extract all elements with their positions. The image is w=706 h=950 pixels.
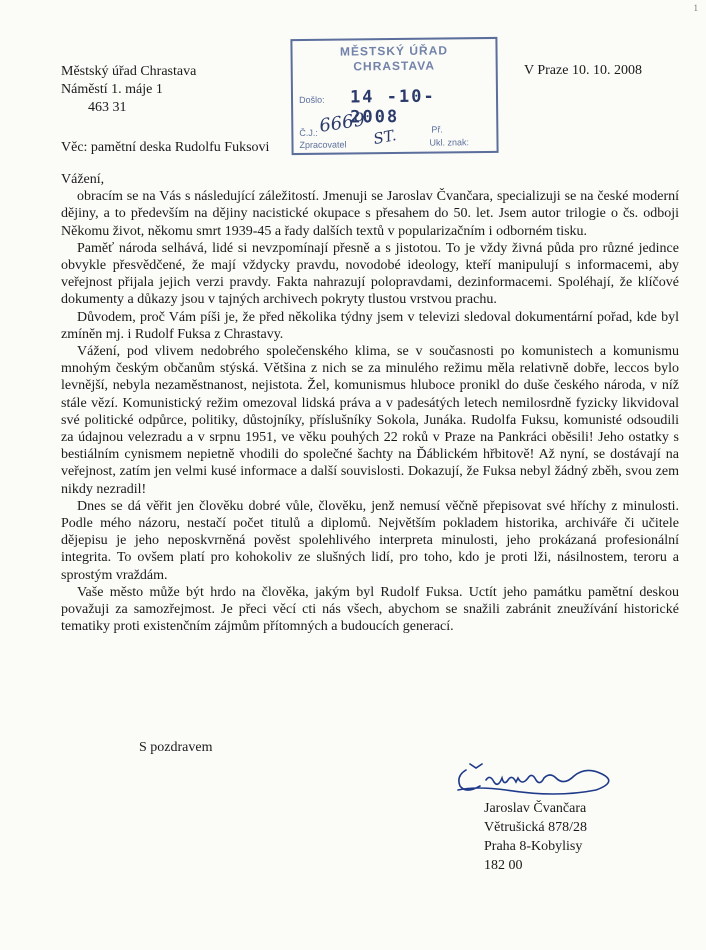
- body-paragraph: Paměť národa selhává, lidé si nevzpomínají přesně a s jistotou. To je vždy živná půda pro různé jedince obvykle přesvědčené, že mají vždycky pravdu, novodobé ideology, kteří manipulují s informacemi, aby veřejnost přijala jejich verzi pravdy. Fakta nahrazují polopravdami, dezinformacemi. Spoléhají, že klíčové dokumenty a důkazy jsou v tajných archivech pokryty tlustou vrstvou prachu.: [61, 240, 679, 308]
- body-paragraph: Vážení, pod vlivem nedobrého společenského klima, se v současnosti po komunistech a komunismu mnohým českým občanům stýská. Většina z nich se za minulého režimu měla relativně dobře, leccos bylo levnější, nebyla nezaměstnanost, nejistota. Žel, komunismus hluboce pronikl do duše českého národa, v níž stále vězí. Komunistický režim omezoval lidská práva a v padesátých letech nemilosrdně fyzicky likvidoval své politické odpůrce, politiky, důstojníky, příslušníky Sokola, Junáka. Rudolfa Fuksu, komunisté odsoudili za údajnou velezradu a v srpnu 1951, ve věku pouhých 22 roků v Praze na Pankráci oběsili! Jeho ostatky s bestiálním cynismem nepietně vhodili do společné šachty na Ďáblickém hřbitově! Až nyní, se dostávají na veřejnost, zatím jen velmi kusé informace a další souvislosti. Dokazují, že Fuksa nebyl žádný zběh, svou zem nikdy nezradil!: [61, 344, 679, 497]
- stamp-processor-value: ST.: [371, 126, 398, 149]
- registry-stamp: [290, 37, 498, 155]
- letter-body: [61, 171, 679, 635]
- stamp-cj-value: 6669: [317, 109, 367, 137]
- sender-zip: 182 00: [484, 858, 523, 873]
- body-paragraph: obracím se na Vás s následující záležitostí. Jmenuji se Jaroslav Čvančara, specializuji se na české moderní dějiny, a to především na dějiny nacistické okupace s přesahem do 50. let. Jsem autor trilogie o čs. odboji Někomu život, někomu smrt 1939-45 a řady dalších textů v popularizačním i odborném tisku.: [61, 189, 679, 239]
- stamp-processor-label: Zpracovatel: [299, 139, 347, 150]
- body-paragraph: Důvodem, proč Vám píši je, že před několika týdny jsem v televizi sledoval dokumentární pořad, kde byl zmíněn mj. i Rudolf Fuksa z Chrastavy.: [61, 309, 679, 342]
- stamp-received-date: 14 -10- 2008: [349, 86, 436, 128]
- sender-street: Větrušická 878/28: [484, 820, 588, 835]
- stamp-title: MĚSTSKÝ ÚŘAD: [339, 43, 449, 59]
- recipient-address: [61, 63, 196, 117]
- stamp-cj-label: Č.J.:: [299, 127, 318, 138]
- stamp-ukl-label: Ukl. znak:: [429, 137, 470, 148]
- body-paragraph: Vaše město může být hrdo na člověka, jakým byl Rudolf Fuksa. Uctít jeho památku pamětní deskou považuji za samozřejmost. Je přeci věcí cti nás všech, abychom se snažili zabránit zneužívání historické tematiky proti existenčním zájmům přítomných a budoucích generací.: [61, 584, 679, 635]
- stamp-received-label: Došlo:: [298, 94, 325, 105]
- stamp-subtitle: CHRASTAVA: [353, 58, 436, 74]
- recipient-line-2: Náměstí 1. máje 1: [61, 82, 163, 97]
- greeting: Vážení,: [61, 172, 105, 187]
- stamp-pr-label: Př.: [431, 124, 443, 135]
- sender-name: Jaroslav Čvančara: [484, 801, 587, 816]
- body-paragraph: Dnes se dá věřit jen člověku dobré vůle, člověku, jenž nemusí věčně přepisovat své hříchy z minulosti. Podle mého názoru, nestačí počet titulů a diplomů. Největším pokladem historika, archiváře či učitele dějepisu je jeho neposkvrněná pověst spolehlivého interpreta minulosti, jeho prokázaná profesionální integrita. To ovšem platí pro kohokoliv ze slušných lidí, pro toho, kdo je proti lži, násilnostem, teroru a sprostým vraždám.: [61, 498, 679, 583]
- sender-city: Praha 8-Kobylisy: [484, 839, 583, 854]
- closing: S pozdravem: [139, 740, 213, 755]
- recipient-line-3: 463 31: [88, 100, 127, 115]
- date-line: V Praze 10. 10. 2008: [524, 63, 642, 78]
- page-number: 1: [693, 3, 698, 13]
- subject-line: Věc: pamětní deska Rudolfu Fuksovi: [61, 140, 270, 155]
- sender-address: [484, 799, 587, 875]
- recipient-line-1: Městský úřad Chrastava: [61, 64, 197, 79]
